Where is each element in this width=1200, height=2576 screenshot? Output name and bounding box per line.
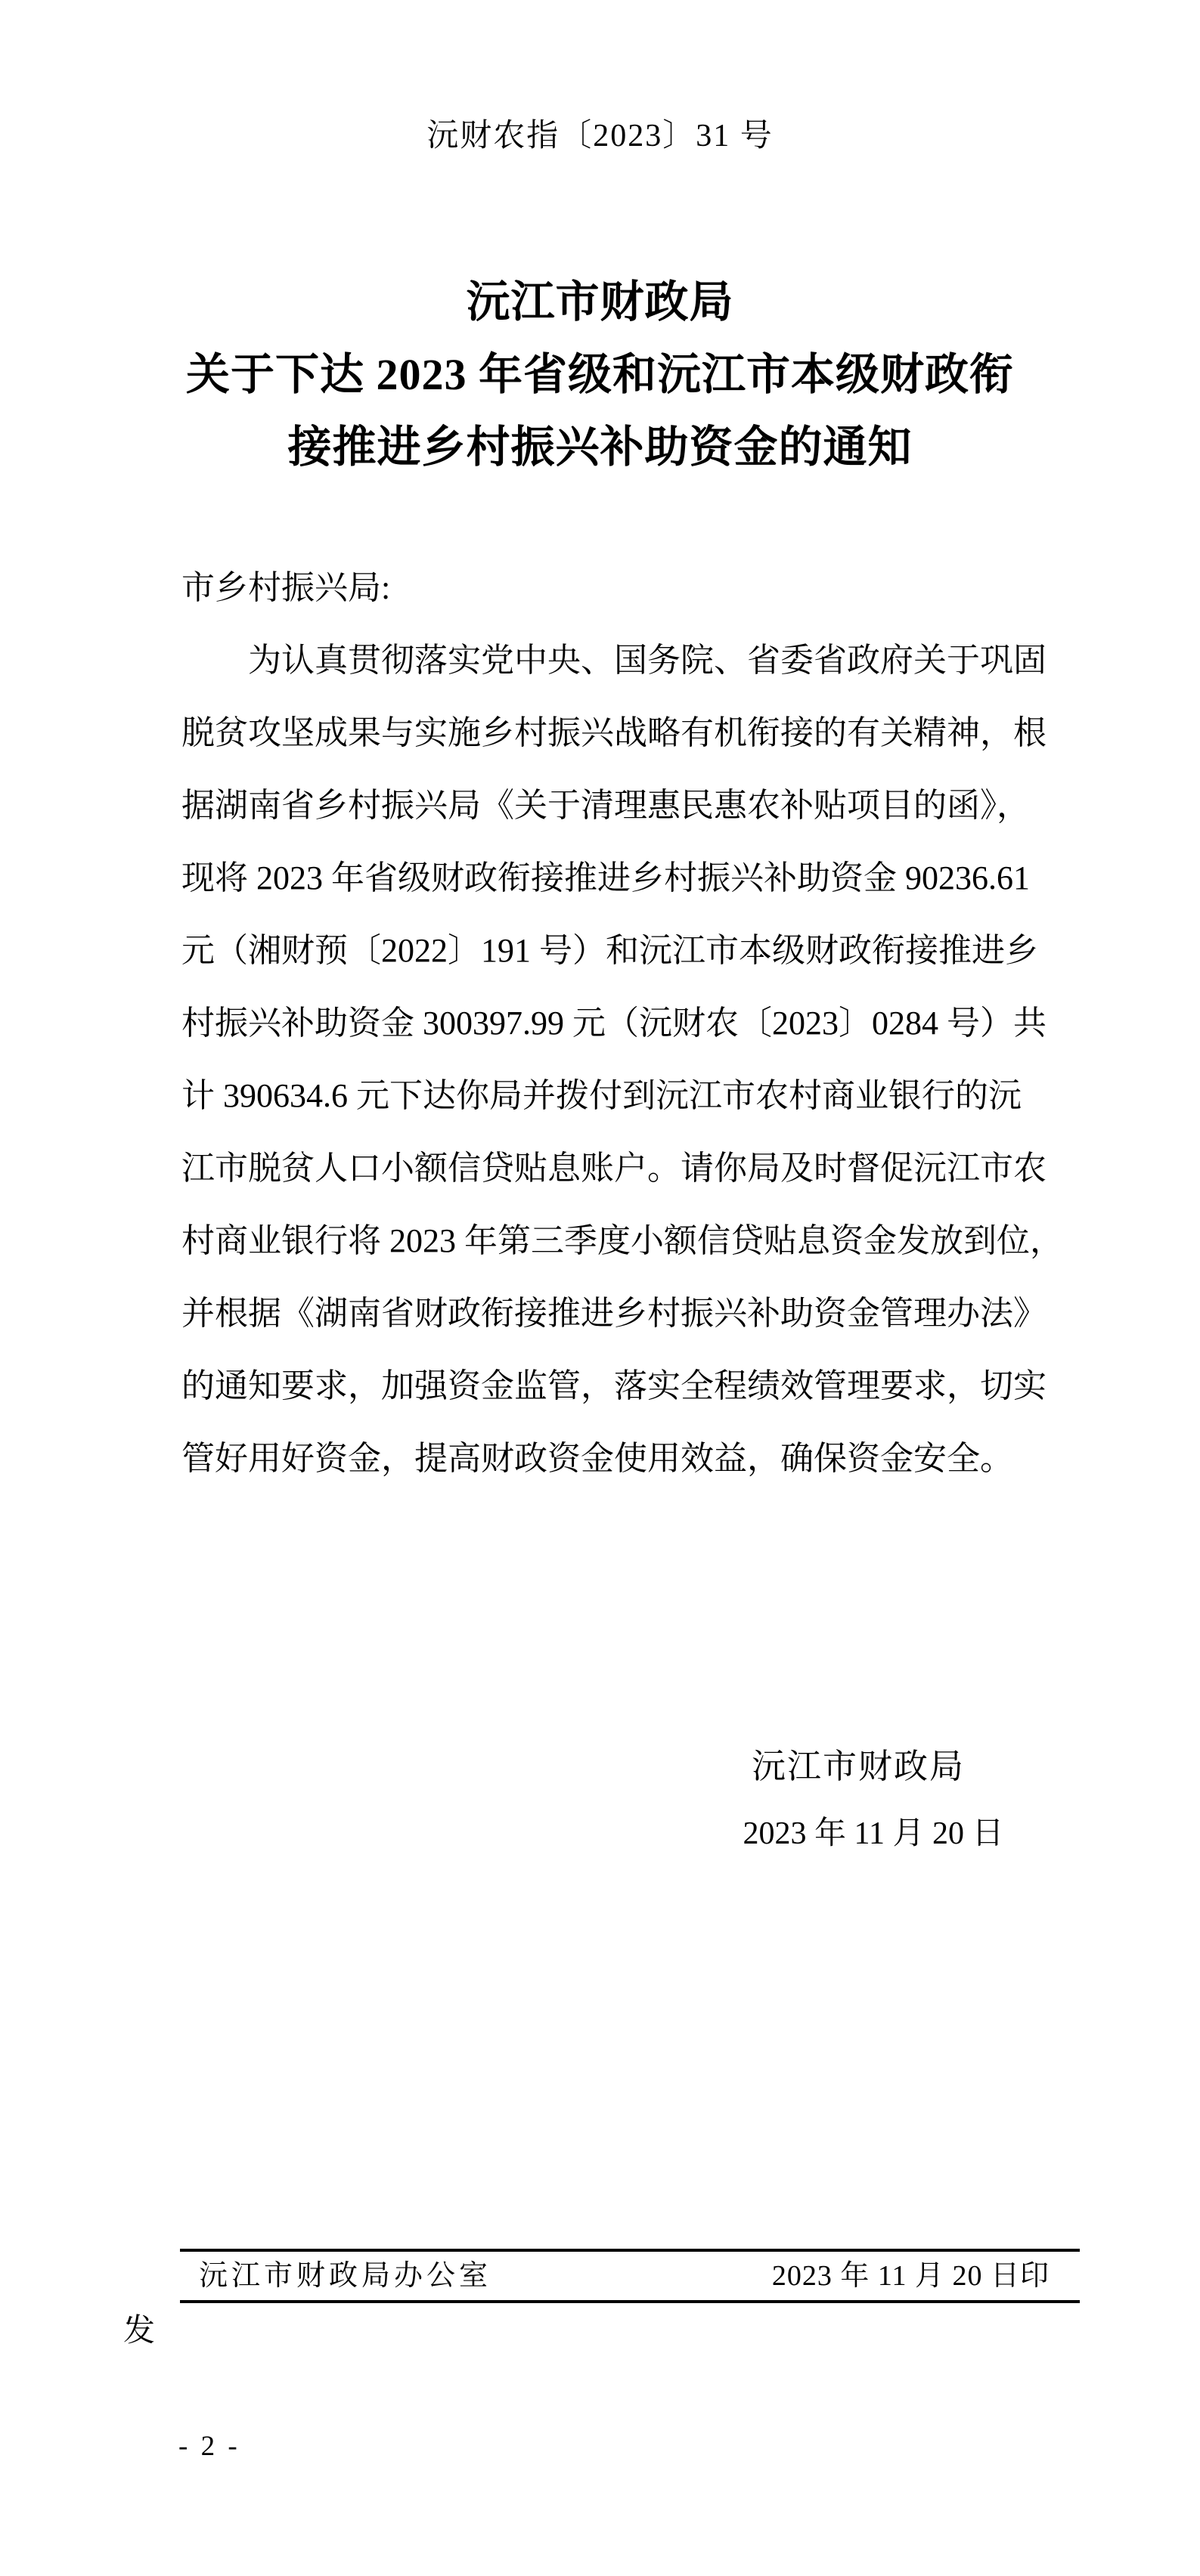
footer-office: 沅江市财政局办公室	[199, 2260, 492, 2292]
doc-number: 沅财农指〔2023〕31 号	[426, 119, 774, 153]
salutation: 市乡村振兴局:	[181, 569, 391, 606]
footer-divider-bottom	[180, 2300, 1080, 2303]
body-line: 的通知要求，加强资金监管，落实全程绩效管理要求，切实	[181, 1367, 1047, 1404]
signature-org: 沅江市财政局	[751, 1748, 965, 1785]
body-line: 江市脱贫人口小额信贷贴息账户。请你局及时督促沅江市农	[181, 1150, 1047, 1187]
footer-divider-top	[180, 2249, 1080, 2252]
body-line: 村振兴补助资金 300397.99 元（沅财农〔2023〕0284 号）共	[181, 1005, 1047, 1042]
page-number: - 2 -	[178, 2431, 240, 2462]
body-line: 管好用好资金，提高财政资金使用效益，确保资金安全。	[181, 1440, 1013, 1477]
body-line: 为认真贯彻落实党中央、国务院、省委省政府关于巩固	[248, 642, 1047, 679]
body-line: 脱贫攻坚成果与实施乡村振兴战略有机衔接的有关精神，根	[181, 714, 1047, 751]
document-title	[0, 266, 1200, 484]
body-line: 村商业银行将 2023 年第三季度小额信贷贴息资金发放到位，	[181, 1222, 1063, 1259]
title-line-3: 接推进乡村振兴补助资金的通知	[287, 423, 913, 472]
body-line: 并根据《湖南省财政衔接推进乡村振兴补助资金管理办法》	[181, 1295, 1047, 1332]
body-line: 元（湘财预〔2022〕191 号）和沅江市本级财政衔接推进乡	[181, 932, 1038, 969]
signature-date: 2023 年 11 月 20 日	[743, 1816, 1004, 1851]
body-line: 现将 2023 年省级财政衔接推进乡村振兴补助资金 90236.61	[181, 859, 1030, 896]
body-line: 计 390634.6 元下达你局并拨付到沅江市农村商业银行的沅	[181, 1077, 1022, 1114]
body-line: 据湖南省乡村振兴局《关于清理惠民惠农补贴项目的函》，	[181, 787, 1030, 824]
title-line-1: 沅江市财政局	[466, 277, 734, 327]
footer-overflow-char: 发	[123, 2314, 156, 2348]
footer-row	[180, 2256, 1080, 2296]
title-line-2: 关于下达 2023 年省级和沅江市本级财政衔	[185, 350, 1014, 399]
footer-print-date: 2023 年 11 月 20 日印	[771, 2260, 1050, 2292]
document-body	[181, 552, 1063, 1495]
